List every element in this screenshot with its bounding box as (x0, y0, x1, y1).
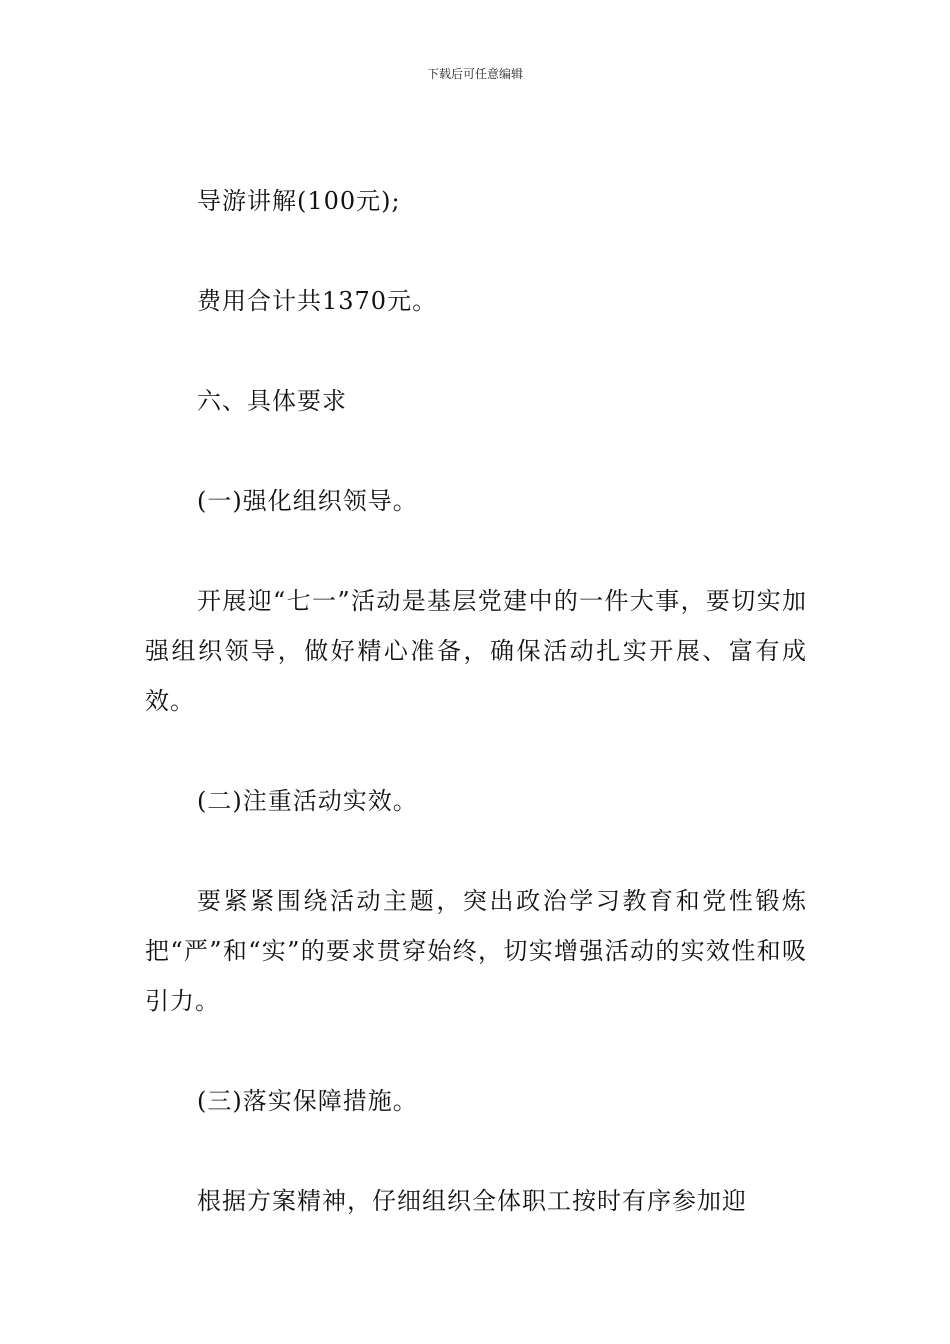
paragraph-total-cost: 费用合计共1370元。 (197, 287, 438, 315)
subheading-leadership: (一)强化组织领导。 (197, 487, 418, 515)
paragraph-leadership: 开展迎“七一”活动是基层党建中的一件大事，要切实加强组织领导，做好精心准备，确保活动扎实开展、富有成效。 (145, 587, 807, 715)
subheading-safeguards: (三)落实保障措施。 (197, 1087, 418, 1115)
section-heading-requirements: 六、具体要求 (197, 387, 347, 415)
document-body (145, 176, 807, 1226)
paragraph-guide-fee: 导游讲解(100元); (197, 187, 401, 215)
subheading-effectiveness: (二)注重活动实效。 (197, 787, 418, 815)
paragraph-effectiveness: 要紧紧围绕活动主题，突出政治学习教育和党性锻炼把“严”和“实”的要求贯穿始终，切实增强活动的实效性和吸引力。 (145, 887, 807, 1015)
page-header: 下载后可任意编辑 (426, 67, 523, 81)
paragraph-safeguards: 根据方案精神，仔细组织全体职工按时有序参加迎 (197, 1187, 747, 1215)
